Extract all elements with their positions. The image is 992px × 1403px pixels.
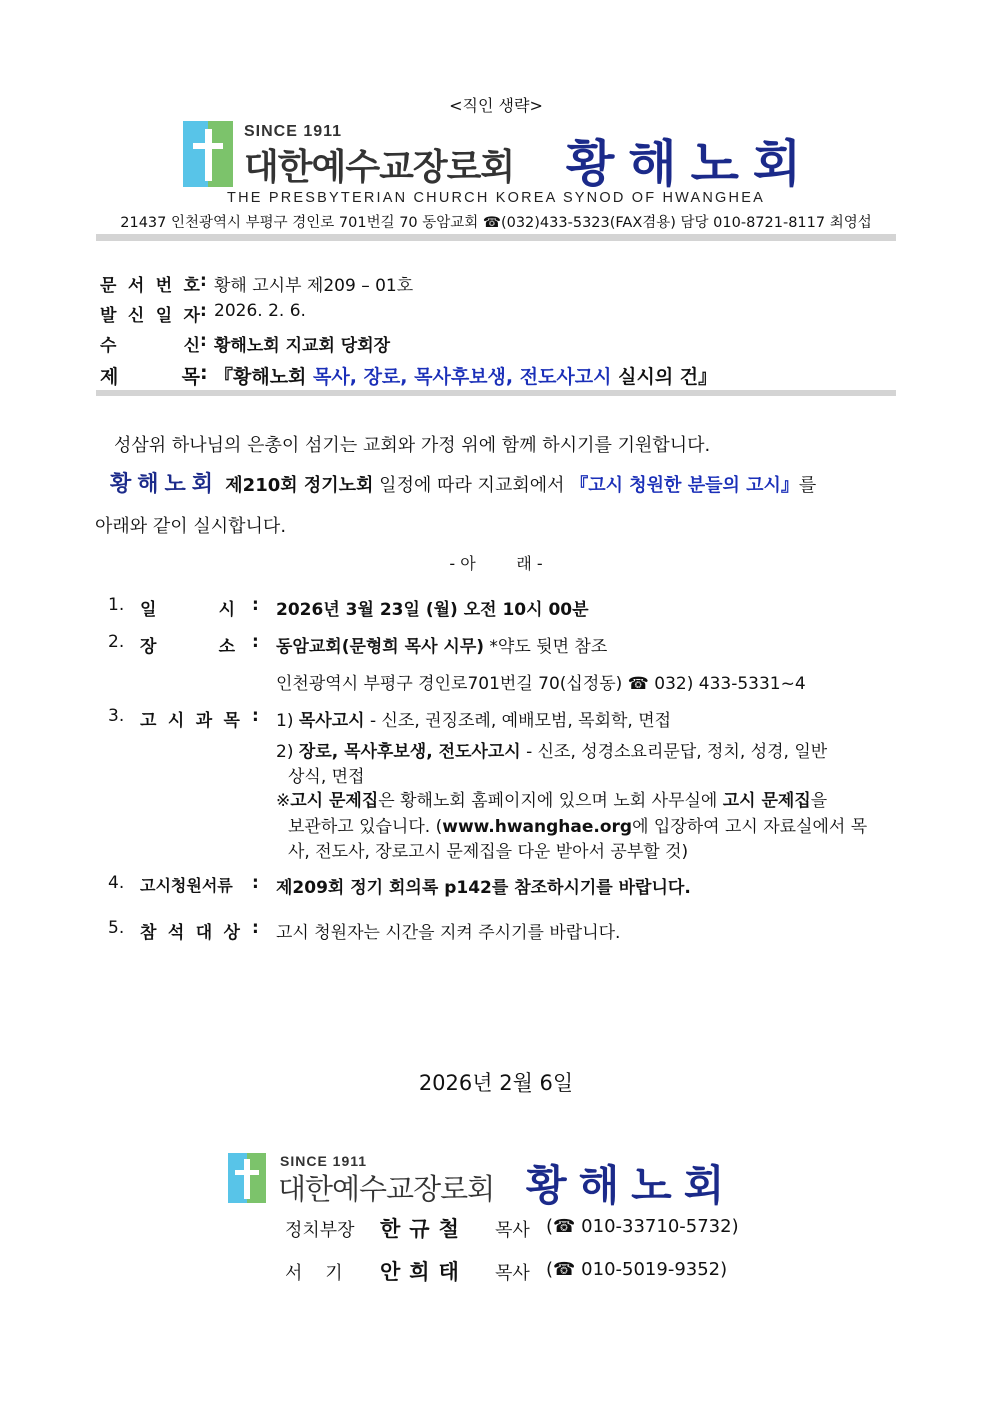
church-name: 대한예수교장로회 (244, 147, 515, 188)
body-line-2: 황해노회 제210회 정기노회 일정에 따라 지교회에서 『고시 청원한 분들의 고시』를 (110, 471, 817, 497)
cross-logo-icon (183, 121, 233, 187)
doc-number-label: 문 서 번 호 (100, 276, 200, 296)
english-church-name: THE PRESBYTERIAN CHURCH KOREA SYNOD OF HWANGHEA (227, 190, 765, 206)
signature-1-phone: (☎ 010-33710-5732) (546, 1216, 739, 1237)
subject-row: 제 목 : 『황해노회 목사, 장로, 목사후보생, 전도사고시 실시의 건』 (100, 362, 718, 388)
since-label: SINCE 1911 (244, 123, 343, 140)
signature-1-title: 정치부장 (285, 1220, 355, 1241)
header-divider (96, 234, 896, 241)
below-heading: - 아 래 - (449, 554, 543, 573)
doc-number-row: 문 서 번 호 : 황해 고시부 제209 – 01호 (100, 271, 414, 296)
item-4-value: 제209회 정기 회의록 p142를 참조하시기를 바랍니다. (276, 878, 691, 898)
item-3-note-1: ※고시 문제집은 황해노회 홈페이지에 있으며 노회 사무실에 고시 문제집을 (276, 791, 828, 811)
item-3-label: 고 시 과 목 (140, 711, 240, 731)
signature-2-phone: (☎ 010-5019-9352) (546, 1259, 728, 1280)
item-2-label: 장 소 (140, 637, 235, 657)
homepage-url: www.hwanghae.org (442, 817, 633, 837)
subject-value: 『황해노회 목사, 장로, 목사후보생, 전도사고시 실시의 건』 (214, 366, 718, 388)
footer-synod-name: 황해노회 (526, 1161, 737, 1210)
signature-2-name: 안희태 (380, 1259, 468, 1284)
item-3-note-3: 사, 전도사, 장로고시 문제집을 다운 받아서 공부할 것) (288, 842, 689, 862)
item-5-number: 5. (108, 918, 125, 938)
footer-since-label: SINCE 1911 (280, 1153, 368, 1169)
item-4-number: 4. (108, 873, 125, 893)
item-1-value: 2026년 3월 23일 (월) 오전 10시 00분 (276, 600, 589, 620)
item-3-colon: : (252, 706, 259, 726)
issue-date: 2026년 2월 6일 (418, 1071, 574, 1095)
footer-cross-logo-icon (228, 1153, 266, 1203)
subject-label: 제 목 (100, 366, 200, 388)
doc-number-value: 황해 고시부 제209 – 01호 (214, 276, 414, 296)
signature-2-title: 서 기 (285, 1263, 343, 1284)
item-3-line-2: 2) 장로, 목사후보생, 전도사고시 - 신조, 성경소요리문답, 정치, 성경, 일반 (276, 742, 828, 762)
meta-divider (96, 390, 896, 396)
send-date-value: 2026. 2. 6. (214, 301, 306, 321)
item-2-number: 2. (108, 632, 125, 652)
letterhead-address: 21437 인천광역시 부평구 경인로 701번길 70 동암교회 ☎(032)433-5323(FAX겸용) 담당 010-8721-8117 최영섭 (120, 215, 872, 231)
item-3-number: 3. (108, 706, 125, 726)
item-1-label: 일 시 (140, 600, 235, 620)
recipient-row: 수 신 : 황해노회 지교회 당회장 (100, 331, 391, 356)
item-4-label: 고시청원서류 (140, 876, 233, 895)
subject-exam-types: 목사, 장로, 목사후보생, 전도사고시 (313, 366, 612, 388)
item-3-line-1: 1) 목사고시 - 신조, 권징조례, 예배모범, 목회학, 면접 (276, 711, 672, 731)
signature-2-role: 목사 (495, 1263, 530, 1284)
item-3-line-3: 상식, 면접 (288, 767, 365, 787)
synod-name: 황해노회 (566, 134, 816, 193)
item-4-colon: : (252, 873, 259, 893)
item-5-label: 참 석 대 상 (140, 923, 240, 943)
item-1-number: 1. (108, 595, 125, 615)
recipient-label: 수 신 (100, 336, 200, 356)
item-5-colon: : (252, 918, 259, 938)
body-line-3: 아래와 같이 실시합니다. (95, 516, 287, 537)
send-date-label: 발 신 일 자 (100, 306, 200, 326)
body-quote-title: 『고시 청원한 분들의 고시』 (570, 475, 799, 496)
seal-omission-note: <직인 생략> (449, 96, 543, 115)
recipient-value: 황해노회 지교회 당회장 (214, 336, 391, 356)
item-2-colon: : (252, 632, 259, 652)
signature-1-role: 목사 (495, 1220, 530, 1241)
item-2-address: 인천광역시 부평구 경인로701번길 70(십정동) ☎ 032) 433-5331~4 (276, 674, 806, 694)
item-5-value: 고시 청원자는 시간을 지켜 주시기를 바랍니다. (276, 923, 621, 943)
item-3-note-2: 보관하고 있습니다. (www.hwanghae.org에 입장하여 고시 자료실에서 목 (288, 817, 868, 837)
greeting-text: 성삼위 하나님의 은총이 섬기는 교회와 가정 위에 함께 하시기를 기원합니다. (114, 435, 711, 456)
body-synod-name: 황해노회 (110, 471, 220, 497)
item-2-value: 동암교회(문형희 목사 시무) *약도 뒷면 참조 (276, 637, 608, 657)
signature-1-name: 한규철 (380, 1216, 468, 1241)
footer-church-name: 대한예수교장로회 (278, 1172, 495, 1206)
send-date-row: 발 신 일 자 : 2026. 2. 6. (100, 301, 306, 326)
item-1-colon: : (252, 595, 259, 615)
